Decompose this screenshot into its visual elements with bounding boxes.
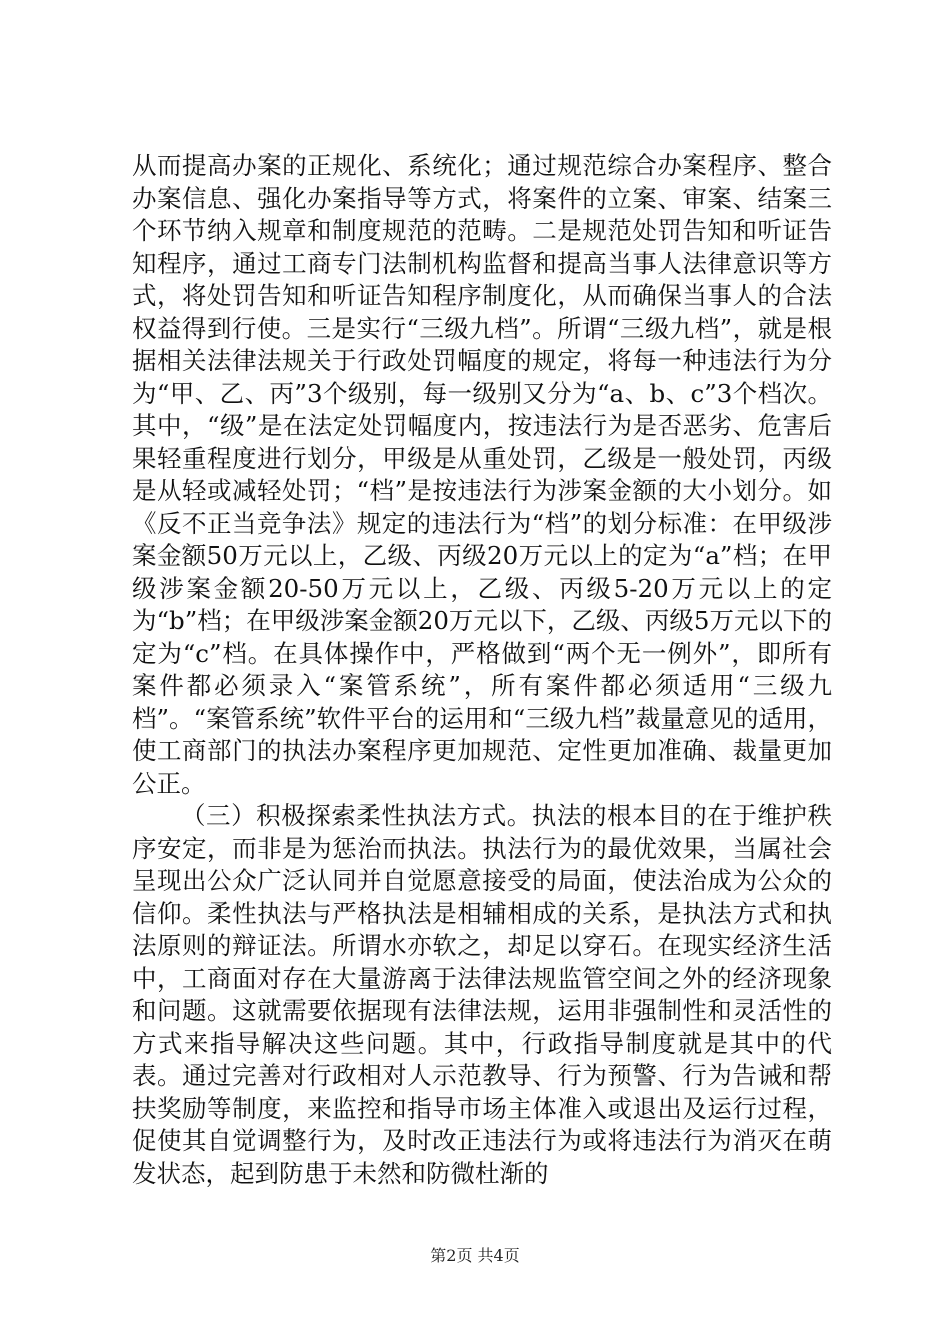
document-body <box>132 150 832 1190</box>
page-footer: 第2页 共4页 <box>430 1246 520 1265</box>
paragraph-continued: 从而提高办案的正规化、系统化；通过规范综合办案程序、整合办案信息、强化办案指导等方式，将案件的立案、审案、结案三个环节纳入规章和制度规范的范畴。二是规范处罚告知和听证告知程序，通过工商专门法制机构监督和提高当事人法律意识等方式，将处罚告知和听证告知程序制度化，从而确保当事人的合法权益得到行使。三是实行“三级九档”。所谓“三级九档”，就是根据相关法律法规关于行政处罚幅度的规定，将每一种违法行为分为“甲、乙、丙”3个级别，每一级别又分为“a、b、c”3个档次。其中，“级”是在法定处罚幅度内，按违法行为是否恶劣、危害后果轻重程度进行划分，甲级是从重处罚，乙级是一般处罚，丙级是从轻或减轻处罚；“档”是按违法行为涉案金额的大小划分。如《反不正当竞争法》规定的违法行为“档”的划分标准：在甲级涉案金额50万元以上，乙级、丙级20万元以上的定为“a”档；在甲级涉案金额20-50万元以上，乙级、丙级5-20万元以上的定为“b”档；在甲级涉案金额20万元以下，乙级、丙级5万元以下的定为“c”档。在具体操作中，严格做到“两个无一例外”，即所有案件都必须录入“案管系统”，所有案件都必须适用“三级九档”。“案管系统”软件平台的运用和“三级九档”裁量意见的适用，使工商部门的执法办案程序更加规范、定性更加准确、裁量更加公正。 <box>132 151 832 798</box>
paragraph-section-three: （三）积极探索柔性执法方式。执法的根本目的在于维护秩序安定，而非是为惩治而执法。执法行为的最优效果，当属社会呈现出公众广泛认同并自觉愿意接受的局面，使法治成为公众的信仰。柔性执法与严格执法是相辅相成的关系，是执法方式和执法原则的辩证法。所谓水亦软之，却足以穿石。在现实经济生活中，工商面对存在大量游离于法律法规监管空间之外的经济现象和问题。这就需要依据现有法律法规，运用非强制性和灵活性的方式来指导解决这些问题。其中，行政指导制度就是其中的代表。通过完善对行政相对人示范教导、行为预警、行为告诫和帮扶奖励等制度，来监控和指导市场主体准入或退出及运行过程，促使其自觉调整行为，及时改正违法行为或将违法行为消灭在萌发状态，起到防患于未然和防微杜渐的 <box>132 801 832 1188</box>
